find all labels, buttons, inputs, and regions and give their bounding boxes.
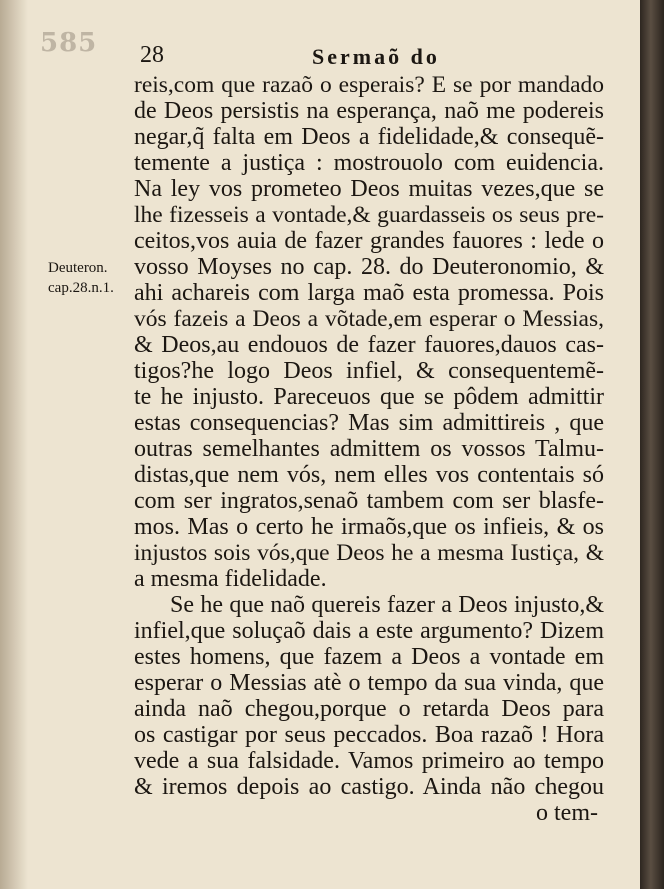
text-line: injustos sois vós,que Deos he a mesma Iustiça, & bbox=[134, 540, 604, 566]
text-line: a mesma fidelidade. bbox=[134, 566, 327, 592]
text-line: & Deos,au endouos de fazer fauores,dauos cas- bbox=[134, 332, 604, 358]
body-text bbox=[134, 72, 604, 826]
catchword: o tem- bbox=[536, 800, 598, 826]
text-line: & iremos depois ao castigo. Ainda não chegou bbox=[134, 774, 604, 800]
page-number: 28 bbox=[140, 42, 164, 68]
text-line: ainda naõ chegou,porque o retarda Deos para bbox=[134, 696, 604, 722]
text-line: reis,com que razaõ o esperais? E se por mandado bbox=[134, 72, 604, 98]
book-spine-shadow bbox=[640, 0, 664, 889]
text-line: de Deos persistis na esperança, naõ me podereis bbox=[134, 98, 604, 124]
text-line: outras semelhantes admittem os vossos Talmu- bbox=[134, 436, 604, 462]
text-line: negar,q̃ falta em Deos a fidelidade,& consequẽ- bbox=[134, 124, 604, 150]
text-line: com ser ingratos,senaõ tambem com ser blasfe- bbox=[134, 488, 604, 514]
margin-note-line: cap.28.n.1. bbox=[48, 280, 114, 296]
text-line: ahi achareis com larga maõ esta promessa. Pois bbox=[134, 280, 604, 306]
text-line: estas consequencias? Mas sim admittireis , que bbox=[134, 410, 604, 436]
text-line: os castigar por seus peccados. Boa razaõ ! Hora bbox=[134, 722, 604, 748]
text-line: Se he que naõ quereis fazer a Deos injusto,& bbox=[170, 592, 604, 618]
text-line: temente a justiça : mostrouolo com euidencia. bbox=[134, 150, 604, 176]
text-line: lhe fizesseis a vontade,& guardasseis os seus pre- bbox=[134, 202, 604, 228]
margin-note-line: Deuteron. bbox=[48, 260, 108, 276]
text-line: ceitos,vos auia de fazer grandes fauores : lede o bbox=[134, 228, 604, 254]
running-head bbox=[140, 42, 610, 72]
text-line: tigos?he logo Deos infiel, & consequentemẽ- bbox=[134, 358, 604, 384]
text-line: esperar o Messias atè o tempo da sua vinda, que bbox=[134, 670, 604, 696]
text-line: estes homens, que fazem a Deos a vontade em bbox=[134, 644, 604, 670]
bleed-through-page-number: 585 bbox=[40, 28, 98, 58]
text-line: infiel,que soluçaõ dais a este argumento? Dizem bbox=[134, 618, 604, 644]
text-line: distas,que nem vós, nem elles vos contentais só bbox=[134, 462, 604, 488]
text-line: Na ley vos prometeo Deos muitas vezes,que se bbox=[134, 176, 604, 202]
text-line: te he injusto. Pareceuos que se pôdem admittir bbox=[134, 384, 604, 410]
text-line: mos. Mas o certo he irmaõs,que os infieis, & os bbox=[134, 514, 604, 540]
text-line: vede a sua falsidade. Vamos primeiro ao tempo bbox=[134, 748, 604, 774]
text-line: vosso Moyses no cap. 28. do Deuteronomio, & bbox=[134, 254, 604, 280]
text-line: vós fazeis a Deos a võtade,em esperar o Messias, bbox=[134, 306, 604, 332]
margin-note bbox=[48, 258, 134, 298]
running-title: Sermaõ do bbox=[312, 44, 440, 69]
